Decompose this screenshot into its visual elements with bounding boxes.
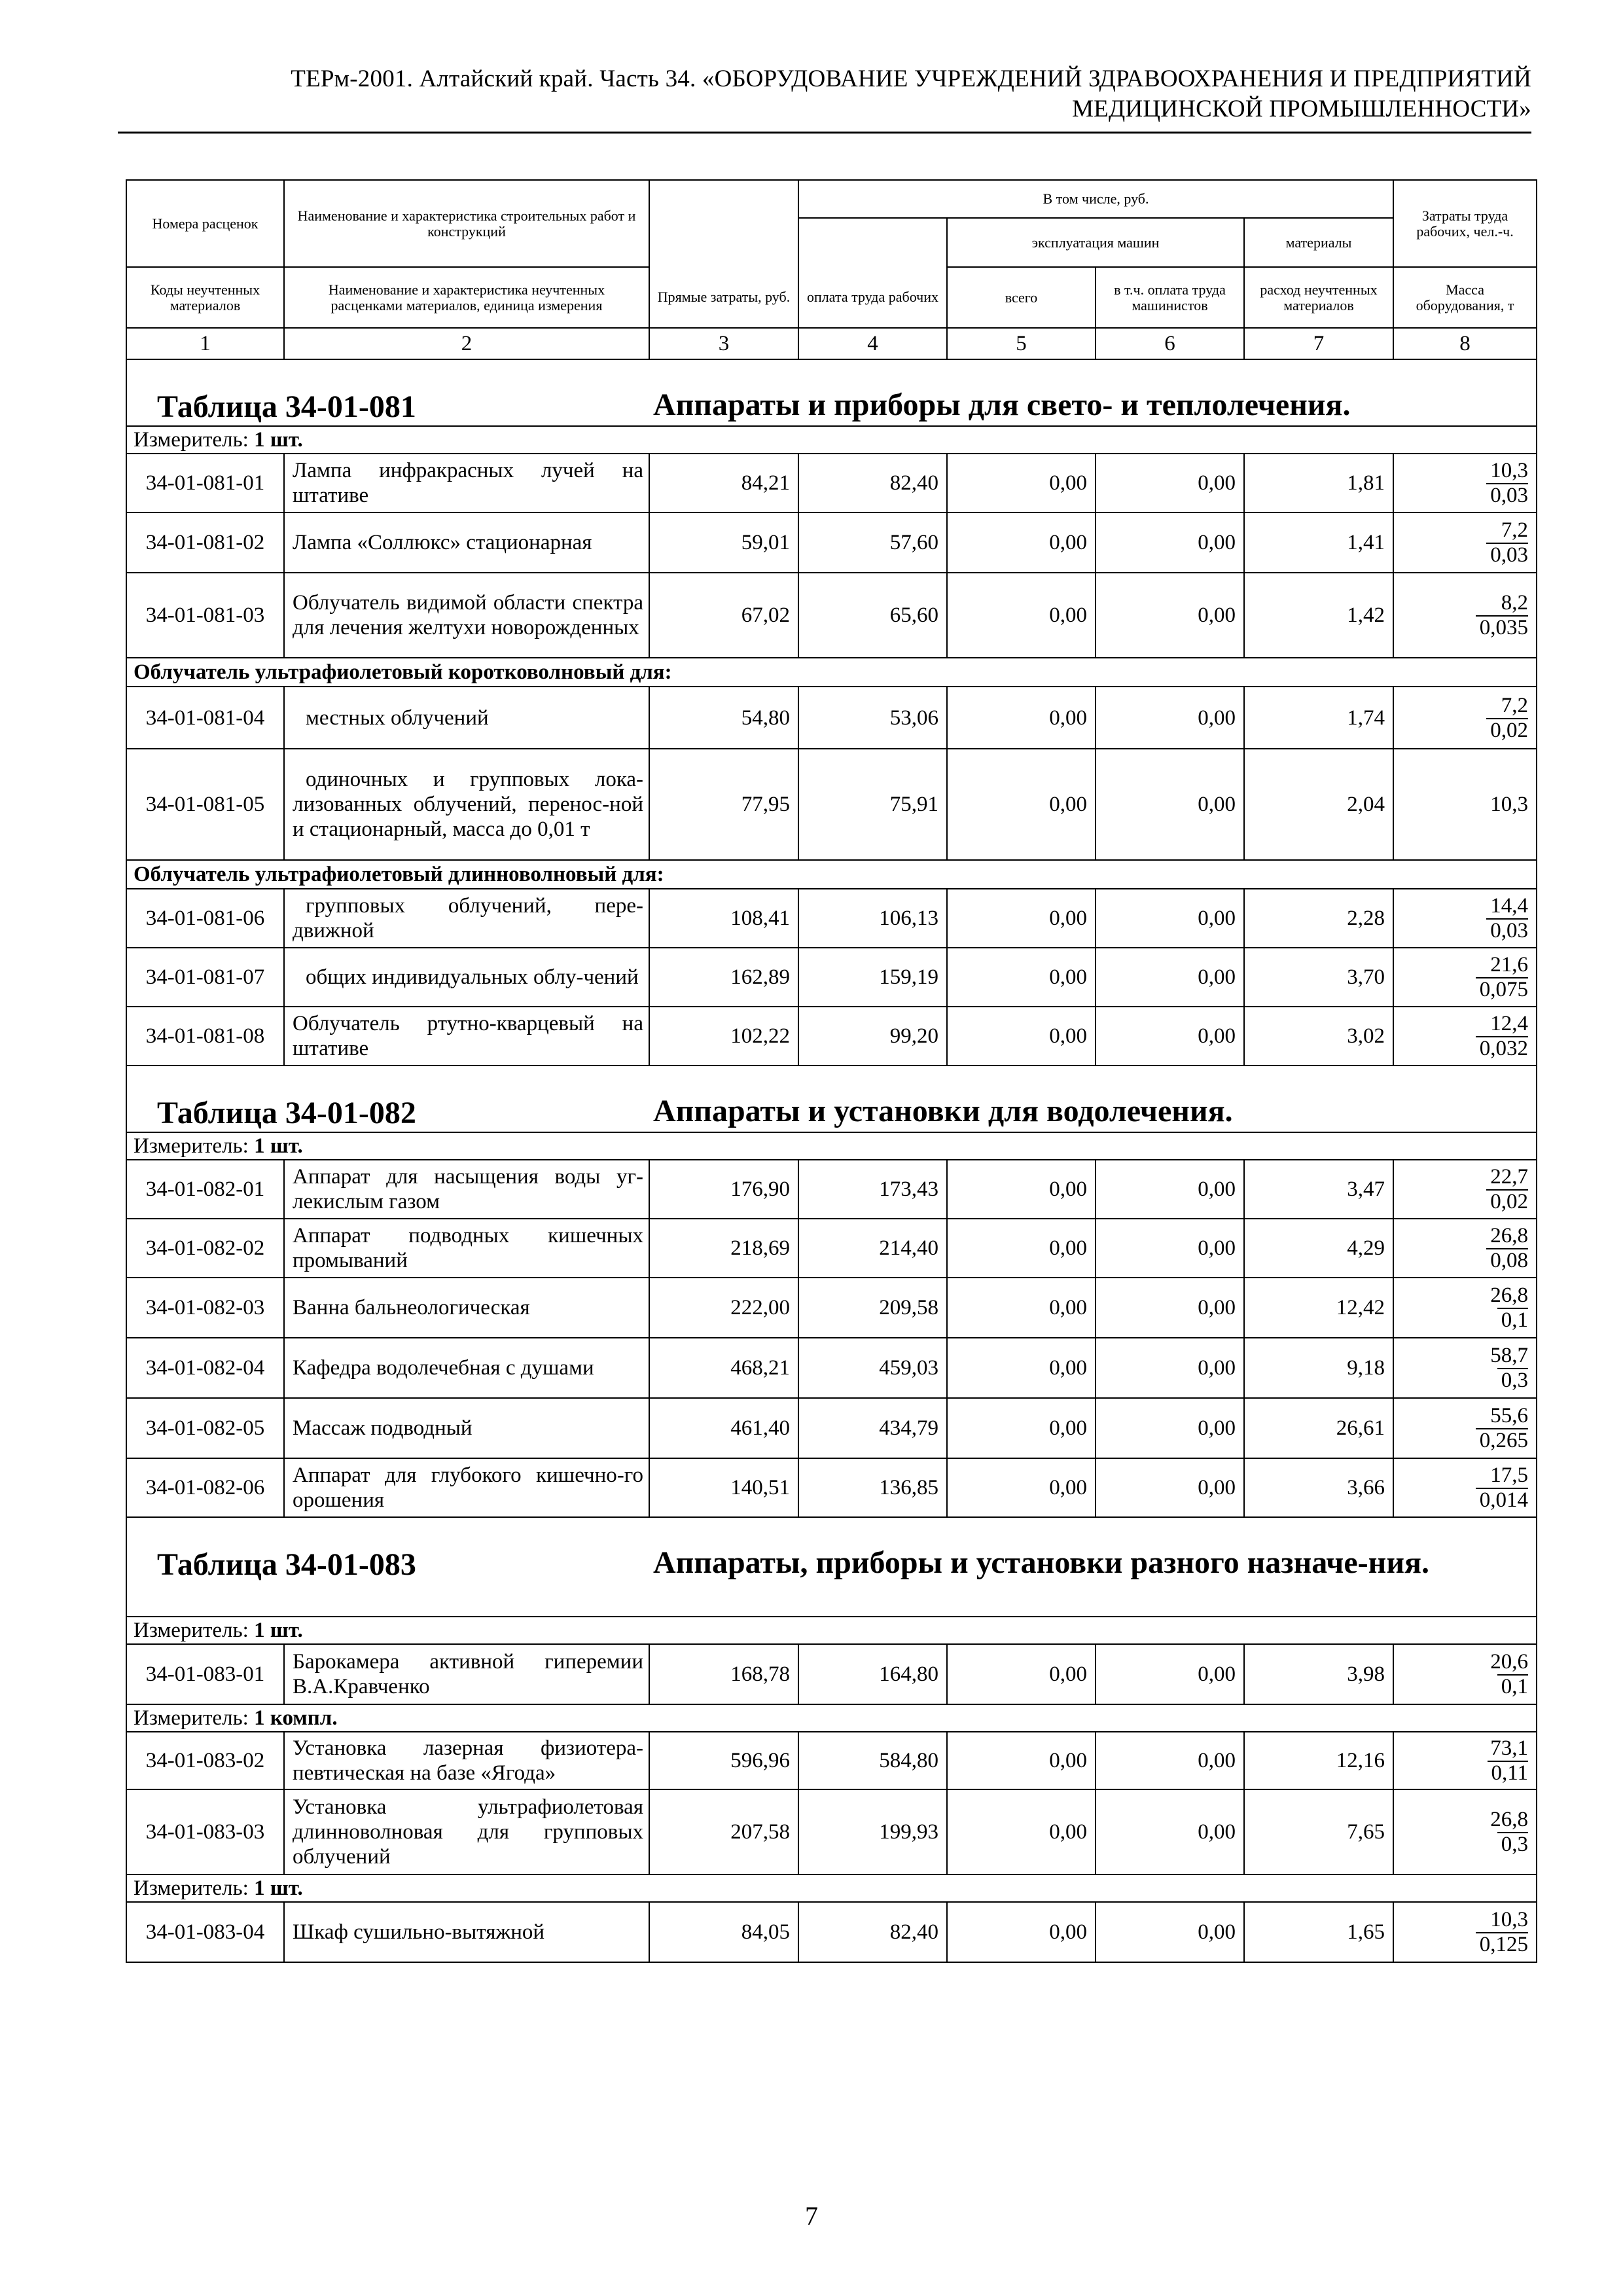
value-labor: 82,40 [798,454,947,512]
fraction [1490,792,1528,817]
value-mat: 4,29 [1244,1219,1393,1278]
value-labor: 164,80 [798,1644,947,1704]
labor-mass-cell [1393,1338,1537,1398]
value-labor: 53,06 [798,687,947,749]
value-mach-labor: 0,00 [1096,573,1244,658]
value-mat: 12,42 [1244,1278,1393,1338]
rate-code: 34-01-082-05 [126,1398,284,1458]
value-mach-labor: 0,00 [1096,1007,1244,1066]
rate-name: Шкаф сушильно-вытяжной [284,1902,649,1962]
column-number: 3 [649,328,798,359]
value-mach-labor: 0,00 [1096,1732,1244,1789]
table-row [126,1732,1537,1789]
value-direct: 54,80 [649,687,798,749]
value-mat: 1,42 [1244,573,1393,658]
subgroup-row [126,658,1537,687]
labor-mass-cell [1393,1644,1537,1704]
value-direct: 207,58 [649,1789,798,1874]
labor-mass-cell [1393,687,1537,749]
value-mat: 1,74 [1244,687,1393,749]
col3-header-spacer [649,180,798,267]
column-number: 8 [1393,328,1537,359]
fraction [1486,1164,1528,1214]
labor-mass-cell [1393,1902,1537,1962]
rate-code: 34-01-082-04 [126,1338,284,1398]
value-labor: 173,43 [798,1160,947,1219]
equipment-mass: 0,08 [1486,1248,1528,1272]
value-labor: 57,60 [798,512,947,573]
rate-code: 34-01-083-02 [126,1732,284,1789]
fraction [1486,1223,1528,1273]
value-direct: 461,40 [649,1398,798,1458]
value-mat: 9,18 [1244,1338,1393,1398]
value-mach: 0,00 [947,1902,1096,1962]
value-mach: 0,00 [947,1789,1096,1874]
equipment-mass: 0,1 [1497,1674,1528,1698]
rate-code: 34-01-081-07 [126,948,284,1007]
measure-unit: 1 шт. [254,1134,303,1158]
measure-row [126,1617,1537,1644]
rate-name: Установка лазерная физиотера-певтическая на базе «Ягода» [284,1732,649,1789]
value-mach-labor: 0,00 [1096,1458,1244,1517]
measure-cell [126,426,1537,454]
value-labor: 434,79 [798,1398,947,1458]
incl-header: В том числе, руб. [798,180,1393,218]
value-mach-labor: 0,00 [1096,454,1244,512]
value-mach: 0,00 [947,454,1096,512]
labor-hours: 22,7 [1490,1165,1529,1189]
value-mach: 0,00 [947,889,1096,948]
labor-hours: 73,1 [1490,1736,1529,1760]
rates-table [126,179,1537,1963]
labor-mass-cell [1393,512,1537,573]
column-number: 4 [798,328,947,359]
rate-code: 34-01-081-04 [126,687,284,749]
rate-code: 34-01-081-01 [126,454,284,512]
labor-mass-cell [1393,889,1537,948]
fraction [1490,1283,1528,1333]
labor-hours: 55,6 [1490,1404,1529,1427]
col2-header-bottom: Наименование и характеристика неучтенных расценками материалов, единица измерения [284,267,649,328]
value-mat: 7,65 [1244,1789,1393,1874]
rate-code: 34-01-081-06 [126,889,284,948]
column-number: 5 [947,328,1096,359]
value-mat: 2,04 [1244,749,1393,860]
table-row [126,1398,1537,1458]
value-labor: 82,40 [798,1902,947,1962]
value-direct: 108,41 [649,889,798,948]
value-mach: 0,00 [947,1007,1096,1066]
rate-code: 34-01-083-03 [126,1789,284,1874]
labor-mass-cell [1393,1732,1537,1789]
column-number: 1 [126,328,284,359]
value-direct: 84,05 [649,1902,798,1962]
rate-name: Облучатель ртутно-кварцевый на штативе [284,1007,649,1066]
column-number: 7 [1244,328,1393,359]
value-mat: 2,28 [1244,889,1393,948]
measure-unit: 1 шт. [254,1876,303,1900]
value-mat: 26,61 [1244,1398,1393,1458]
measure-row [126,426,1537,454]
table-title: Аппараты и установки для водолечения. [653,1094,1233,1128]
labor-mass-cell [1393,1219,1537,1278]
measure-cell [126,1704,1537,1732]
value-mach-labor: 0,00 [1096,1338,1244,1398]
labor-hours: 26,8 [1490,1808,1529,1831]
value-direct: 222,00 [649,1278,798,1338]
col6-header: в т.ч. оплата труда машинистов [1096,267,1244,328]
measure-label: Измеритель: [134,1876,249,1900]
rate-name: Установка ультрафиолетовая длинноволновая для групповых облучений [284,1789,649,1874]
equipment-mass: 0,035 [1476,615,1528,639]
rate-name: одиночных и групповых лока-лизованных облучений, перенос-ной и стационарный, масса до 0,01 т [284,749,649,860]
value-mach-labor: 0,00 [1096,749,1244,860]
value-mach: 0,00 [947,948,1096,1007]
labor-mass-cell [1393,1160,1537,1219]
table-section-title [126,1066,1537,1132]
table-row [126,454,1537,512]
rate-name: Лампа инфракрасных лучей на штативе [284,454,649,512]
table-row [126,749,1537,860]
labor-mass-cell [1393,454,1537,512]
value-labor: 75,91 [798,749,947,860]
rate-name: Аппарат для насыщения воды уг-лекислым газом [284,1160,649,1219]
labor-mass-cell [1393,1007,1537,1066]
table-row [126,1644,1537,1704]
rate-code: 34-01-083-04 [126,1902,284,1962]
value-mach: 0,00 [947,1458,1096,1517]
table-row [126,1458,1537,1517]
table-row [126,1789,1537,1874]
value-mach: 0,00 [947,1732,1096,1789]
measure-cell [126,1132,1537,1160]
value-mach-labor: 0,00 [1096,1789,1244,1874]
rate-name: местных облучений [284,687,649,749]
value-labor: 459,03 [798,1338,947,1398]
rate-name: Массаж подводный [284,1398,649,1458]
col2-header-top: Наименование и характеристика строительных работ и конструкций [284,180,649,267]
rate-code: 34-01-082-06 [126,1458,284,1517]
value-mach-labor: 0,00 [1096,889,1244,948]
fraction [1490,1649,1528,1699]
section-title-cell [126,1517,1537,1617]
running-header-line1: ТЕРм-2001. Алтайский край. Часть 34. «ОБОРУДОВАНИЕ УЧРЕЖДЕНИЙ ЗДРАВООХРАНЕНИЯ И ПРЕДПРИЯТИЙ [291,65,1531,92]
value-mat: 1,81 [1244,454,1393,512]
table-row [126,1007,1537,1066]
value-mach: 0,00 [947,1219,1096,1278]
fraction [1486,693,1528,743]
fraction [1488,1736,1529,1785]
fraction [1476,1907,1528,1957]
measure-unit: 1 шт. [254,1618,303,1642]
labor-hours: 10,3 [1490,1908,1529,1931]
column-numbers-row [126,328,1537,359]
value-mat: 3,98 [1244,1644,1393,1704]
header-rule [118,132,1531,134]
table-row [126,1338,1537,1398]
value-mach: 0,00 [947,1398,1096,1458]
labor-hours: 8,2 [1501,591,1529,615]
labor-hours: 20,6 [1490,1650,1529,1674]
section-title-inner [134,360,1529,425]
equipment-mass: 0,265 [1476,1428,1528,1452]
measure-row [126,1874,1537,1902]
rate-code: 34-01-081-08 [126,1007,284,1066]
col1-header-bottom: Коды неучтенных материалов [126,267,284,328]
labor-mass-cell [1393,1398,1537,1458]
rate-code: 34-01-083-01 [126,1644,284,1704]
subgroup-row [126,860,1537,889]
labor-mass-cell [1393,749,1537,860]
value-mat: 3,66 [1244,1458,1393,1517]
rate-code: 34-01-082-01 [126,1160,284,1219]
value-mach-labor: 0,00 [1096,1644,1244,1704]
value-mach: 0,00 [947,1278,1096,1338]
value-labor: 159,19 [798,948,947,1007]
value-direct: 596,96 [649,1732,798,1789]
value-labor: 65,60 [798,573,947,658]
col8-header-top: Затраты труда рабочих, чел.-ч. [1393,180,1537,267]
measure-label: Измеритель: [134,1618,249,1642]
fraction [1490,1807,1528,1857]
value-mat: 1,65 [1244,1902,1393,1962]
value-direct: 67,02 [649,573,798,658]
labor-mass-cell [1393,1458,1537,1517]
subgroup-label: Облучатель ультрафиолетовый длинноволновый для: [126,860,1537,889]
value-mach-labor: 0,00 [1096,948,1244,1007]
measure-label: Измеритель: [134,427,249,452]
col1-header-top: Номера расценок [126,180,284,267]
section-title-inner [134,1518,1529,1616]
measure-unit: 1 шт. [254,427,303,452]
page-number: 7 [805,2201,818,2231]
measure-label: Измеритель: [134,1706,249,1730]
rate-name: Облучатель видимой области спектра для лечения желтухи новорожденных [284,573,649,658]
table-section-title [126,359,1537,426]
rate-name: Барокамера активной гиперемии В.А.Кравченко [284,1644,649,1704]
running-header [118,64,1531,124]
table-name: Таблица 34-01-083 [157,1547,416,1582]
labor-hours: 26,8 [1490,1283,1529,1307]
table-row [126,573,1537,658]
value-direct: 140,51 [649,1458,798,1517]
equipment-mass: 0,02 [1486,718,1528,742]
value-mach: 0,00 [947,687,1096,749]
fraction [1476,1011,1528,1061]
value-mat: 3,47 [1244,1160,1393,1219]
value-mach-labor: 0,00 [1096,1219,1244,1278]
value-labor: 199,93 [798,1789,947,1874]
labor-mass-cell [1393,573,1537,658]
column-number: 6 [1096,328,1244,359]
section-title-cell [126,359,1537,426]
table-name: Таблица 34-01-082 [157,1096,416,1130]
value-direct: 59,01 [649,512,798,573]
table-title: Аппараты и приборы для свето- и теплолечения. [653,387,1351,422]
col5-header: всего [947,267,1096,328]
fraction [1490,1343,1528,1393]
value-mach: 0,00 [947,1644,1096,1704]
labor-hours: 10,3 [1490,793,1529,816]
table-title: Аппараты, приборы и установки разного назначе-ния. [653,1545,1429,1580]
labor-hours: 10,3 [1490,459,1529,482]
col4-header: оплата труда рабочих [798,267,947,328]
value-direct: 218,69 [649,1219,798,1278]
table-row [126,687,1537,749]
table-row [126,1278,1537,1338]
table-row [126,889,1537,948]
value-mach: 0,00 [947,512,1096,573]
col4-header-spacer [798,218,947,267]
measure-row [126,1132,1537,1160]
value-mach-labor: 0,00 [1096,1160,1244,1219]
labor-mass-cell [1393,1278,1537,1338]
table-row [126,1160,1537,1219]
labor-hours: 7,2 [1501,518,1529,542]
rate-name: Кафедра водолечебная с душами [284,1338,649,1398]
measure-cell [126,1617,1537,1644]
value-direct: 162,89 [649,948,798,1007]
running-header-line2: МЕДИЦИНСКОЙ ПРОМЫШЛЕННОСТИ» [1072,96,1531,122]
labor-mass-cell [1393,948,1537,1007]
subgroup-label: Облучатель ультрафиолетовый коротковолновый для: [126,658,1537,687]
value-mat: 12,16 [1244,1732,1393,1789]
value-mach-labor: 0,00 [1096,687,1244,749]
equipment-mass: 0,02 [1486,1189,1528,1213]
fraction [1486,893,1528,943]
labor-hours: 14,4 [1490,894,1529,918]
table-row [126,512,1537,573]
value-labor: 584,80 [798,1732,947,1789]
col7-header: расход неучтенных материалов [1244,267,1393,328]
rate-code: 34-01-081-02 [126,512,284,573]
table-row [126,1219,1537,1278]
rate-name: групповых облучений, пере-движной [284,889,649,948]
materials-header: материалы [1244,218,1393,267]
rate-name: Лампа «Соллюкс» стационарная [284,512,649,573]
col8-header-bottom: Масса оборудования, т [1393,267,1537,328]
value-mach-labor: 0,00 [1096,512,1244,573]
value-mat: 1,41 [1244,512,1393,573]
value-mach: 0,00 [947,1160,1096,1219]
value-mach-labor: 0,00 [1096,1902,1244,1962]
rate-code: 34-01-081-05 [126,749,284,860]
value-direct: 102,22 [649,1007,798,1066]
rate-code: 34-01-082-03 [126,1278,284,1338]
rate-name: Ванна бальнеологическая [284,1278,649,1338]
value-labor: 136,85 [798,1458,947,1517]
fraction [1486,458,1528,508]
table-row [126,948,1537,1007]
col3-header: Прямые затраты, руб. [649,267,798,328]
section-title-cell [126,1066,1537,1132]
labor-hours: 21,6 [1490,953,1529,977]
fraction [1486,518,1528,567]
value-mach: 0,00 [947,749,1096,860]
labor-hours: 12,4 [1490,1012,1529,1035]
rate-name: Аппарат подводных кишечных промываний [284,1219,649,1278]
value-direct: 468,21 [649,1338,798,1398]
table-row [126,1902,1537,1962]
value-mach: 0,00 [947,573,1096,658]
fraction [1476,1463,1528,1513]
equipment-mass: 0,1 [1497,1308,1528,1331]
measure-unit: 1 компл. [254,1706,338,1730]
table-section-title [126,1517,1537,1617]
labor-hours: 26,8 [1490,1224,1529,1247]
value-mach: 0,00 [947,1338,1096,1398]
labor-hours: 58,7 [1490,1344,1529,1367]
value-labor: 209,58 [798,1278,947,1338]
measure-cell [126,1874,1537,1902]
equipment-mass: 0,03 [1486,543,1528,566]
equipment-mass: 0,11 [1488,1761,1529,1784]
equipment-mass: 0,032 [1476,1036,1528,1060]
rate-code: 34-01-081-03 [126,573,284,658]
equipment-mass: 0,3 [1497,1368,1528,1391]
table-name: Таблица 34-01-081 [157,389,416,424]
column-number: 2 [284,328,649,359]
equipment-mass: 0,3 [1497,1832,1528,1856]
value-mach-labor: 0,00 [1096,1278,1244,1338]
section-title-inner [134,1066,1529,1132]
fraction [1476,952,1528,1002]
equipment-mass: 0,03 [1486,483,1528,507]
equipment-mass: 0,014 [1476,1488,1528,1511]
measure-label: Измеритель: [134,1134,249,1158]
fraction [1476,590,1528,640]
value-direct: 77,95 [649,749,798,860]
equipment-mass: 0,075 [1476,977,1528,1001]
fraction [1476,1403,1528,1453]
equipment-mass: 0,03 [1486,918,1528,942]
value-direct: 176,90 [649,1160,798,1219]
value-direct: 84,21 [649,454,798,512]
value-labor: 214,40 [798,1219,947,1278]
value-labor: 99,20 [798,1007,947,1066]
value-direct: 168,78 [649,1644,798,1704]
value-mach-labor: 0,00 [1096,1398,1244,1458]
machines-header: эксплуатация машин [947,218,1244,267]
value-mat: 3,70 [1244,948,1393,1007]
value-labor: 106,13 [798,889,947,948]
rate-code: 34-01-082-02 [126,1219,284,1278]
value-mat: 3,02 [1244,1007,1393,1066]
labor-hours: 7,2 [1501,693,1529,717]
measure-row [126,1704,1537,1732]
labor-hours: 17,5 [1490,1463,1529,1487]
rate-name: Аппарат для глубокого кишечно-го орошения [284,1458,649,1517]
rate-name: общих индивидуальных облу-чений [284,948,649,1007]
labor-mass-cell [1393,1789,1537,1874]
equipment-mass: 0,125 [1476,1932,1528,1956]
